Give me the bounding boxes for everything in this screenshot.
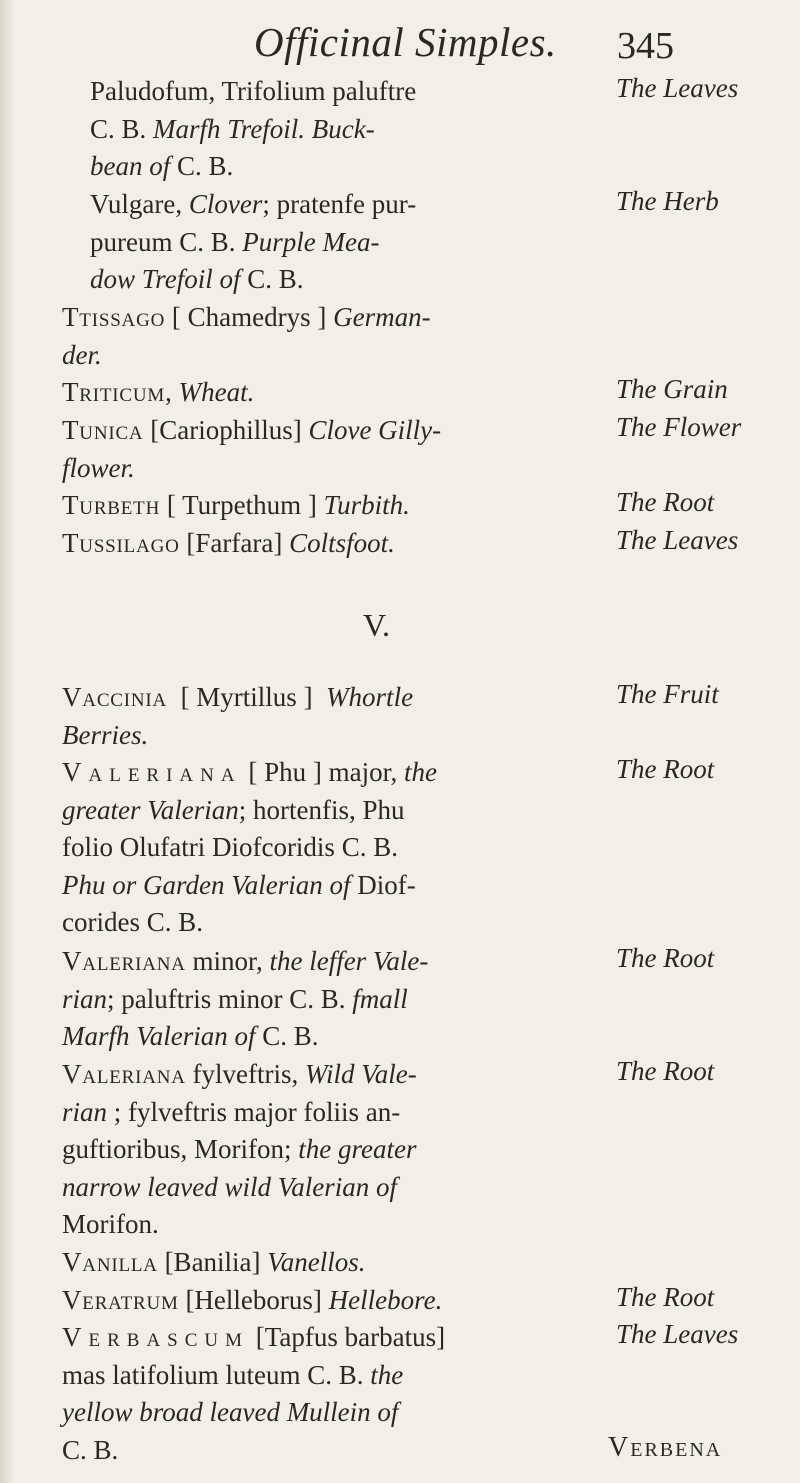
entry-line: mas latifolium luteum C. B. the bbox=[62, 1359, 404, 1390]
part-label: The Leaves bbox=[616, 525, 739, 555]
entry-verbascum bbox=[62, 1319, 622, 1469]
page-edge bbox=[0, 0, 14, 1483]
entry-line: Valeriana [ Phu ] major, the bbox=[62, 757, 438, 787]
entry-line: Berries. bbox=[62, 719, 149, 750]
entry-line: Veratrum [Helleborus] Hellebore. bbox=[62, 1285, 443, 1315]
entry-triticum bbox=[62, 374, 622, 412]
entry-name: Tussilago bbox=[62, 528, 180, 558]
entry-line: corides C. B. bbox=[62, 907, 203, 937]
entry-line: der. bbox=[62, 339, 102, 370]
entry-line: rian ; fylveftris major foliis an- bbox=[62, 1096, 401, 1127]
entry-name: Veratrum bbox=[62, 1285, 179, 1315]
page-number: 345 bbox=[617, 25, 674, 67]
entry-line: Morifon. bbox=[62, 1209, 159, 1239]
entry-line: Phu or Garden Valerian of Diof- bbox=[62, 869, 416, 900]
part-label: The Flower bbox=[616, 412, 742, 442]
entry-line: dow Trefoil of C. B. bbox=[90, 264, 304, 294]
entry-line: Triticum, Wheat. bbox=[62, 377, 255, 407]
entry-name: Turbeth bbox=[62, 490, 161, 520]
entry-line: Tussilago [Farfara] Coltsfoot. bbox=[62, 528, 395, 558]
entry-vulgare bbox=[62, 186, 622, 299]
entry-name: Valeriana bbox=[62, 946, 186, 976]
entry-name: Tunica bbox=[62, 415, 144, 445]
part-label: The Grain bbox=[616, 374, 728, 404]
entry-name: Valeriana bbox=[62, 1059, 186, 1089]
entry-line: Verbascum [Tapfus barbatus] bbox=[62, 1322, 446, 1352]
entry-tunica bbox=[62, 412, 622, 487]
entry-line: C. B. bbox=[62, 1434, 119, 1465]
part-label: The Root bbox=[616, 1282, 715, 1312]
part-label: The Root bbox=[616, 487, 715, 517]
part-label: The Leaves bbox=[616, 73, 739, 103]
entry-line: C. B. Marfh Trefoil. Buck- bbox=[90, 113, 375, 144]
entry-line: Vaccinia [ Myrtillus ] Whortle bbox=[62, 682, 414, 712]
entry-valeriana-major bbox=[62, 754, 622, 942]
entry-name: Vanilla bbox=[62, 1247, 158, 1277]
entry-line: greater Valerian; hortenfis, Phu bbox=[62, 794, 405, 825]
part-label: The Root bbox=[616, 943, 715, 973]
entry-turbeth bbox=[62, 487, 622, 525]
entry-vaccinia bbox=[62, 679, 622, 754]
entry-valeriana-sylvestris bbox=[62, 1056, 622, 1244]
entry-veratrum bbox=[62, 1282, 622, 1320]
entry-line: folio Olufatri Diofcoridis C. B. bbox=[62, 832, 398, 862]
entry-line: narrow leaved wild Valerian of bbox=[62, 1171, 397, 1202]
entry-line: Ttissago [ Chamedrys ] German- bbox=[62, 302, 431, 332]
part-label: The Herb bbox=[616, 186, 719, 216]
entry-line: rian; paluftris minor C. B. fmall bbox=[62, 983, 408, 1014]
entry-valeriana-minor bbox=[62, 943, 622, 1056]
entry-line: guftioribus, Morifon; the greater bbox=[62, 1134, 417, 1164]
entry-line: Marfh Valerian of C. B. bbox=[62, 1021, 319, 1051]
entry-line: Turbeth [ Turpethum ] Turbith. bbox=[62, 490, 410, 520]
entry-tussilago bbox=[62, 525, 622, 563]
entry-line: flower. bbox=[62, 452, 135, 483]
entry-line: Paludofum, Trifolium paluftre bbox=[90, 76, 417, 106]
entry-name: Triticum bbox=[62, 377, 166, 407]
entry-line: pureum C. B. Purple Mea- bbox=[90, 226, 380, 257]
entry-line: Vulgare, Clover; pratenfe pur- bbox=[90, 189, 417, 219]
entry-line: Vanilla [Banilia] Vanellos. bbox=[62, 1247, 366, 1277]
running-title: Officinal Simples. bbox=[254, 19, 557, 65]
part-label: The Fruit bbox=[616, 679, 719, 709]
entry-line: yellow broad leaved Mullein of bbox=[62, 1397, 399, 1427]
part-label: The Root bbox=[616, 1056, 715, 1086]
part-label: The Leaves bbox=[616, 1319, 739, 1349]
entry-paludosum bbox=[62, 73, 622, 186]
entry-line: Valeriana fylveftris, Wild Vale- bbox=[62, 1059, 417, 1089]
entry-name: Vaccinia bbox=[62, 682, 168, 712]
entry-name: Valeriana bbox=[62, 757, 242, 787]
part-label: The Root bbox=[616, 754, 715, 784]
entry-line: Tunica [Cariophillus] Clove Gilly- bbox=[62, 415, 442, 445]
section-letter: V. bbox=[363, 607, 390, 643]
entry-name: Verbascum bbox=[62, 1322, 250, 1352]
entry-ttissago bbox=[62, 299, 622, 374]
entry-line: Valeriana minor, the leffer Vale- bbox=[62, 946, 429, 976]
entry-name: Ttissago bbox=[62, 302, 166, 332]
entry-vanilla bbox=[62, 1244, 622, 1282]
catchword: Verbena bbox=[608, 1432, 723, 1463]
entry-line: bean of C. B. bbox=[90, 151, 234, 181]
